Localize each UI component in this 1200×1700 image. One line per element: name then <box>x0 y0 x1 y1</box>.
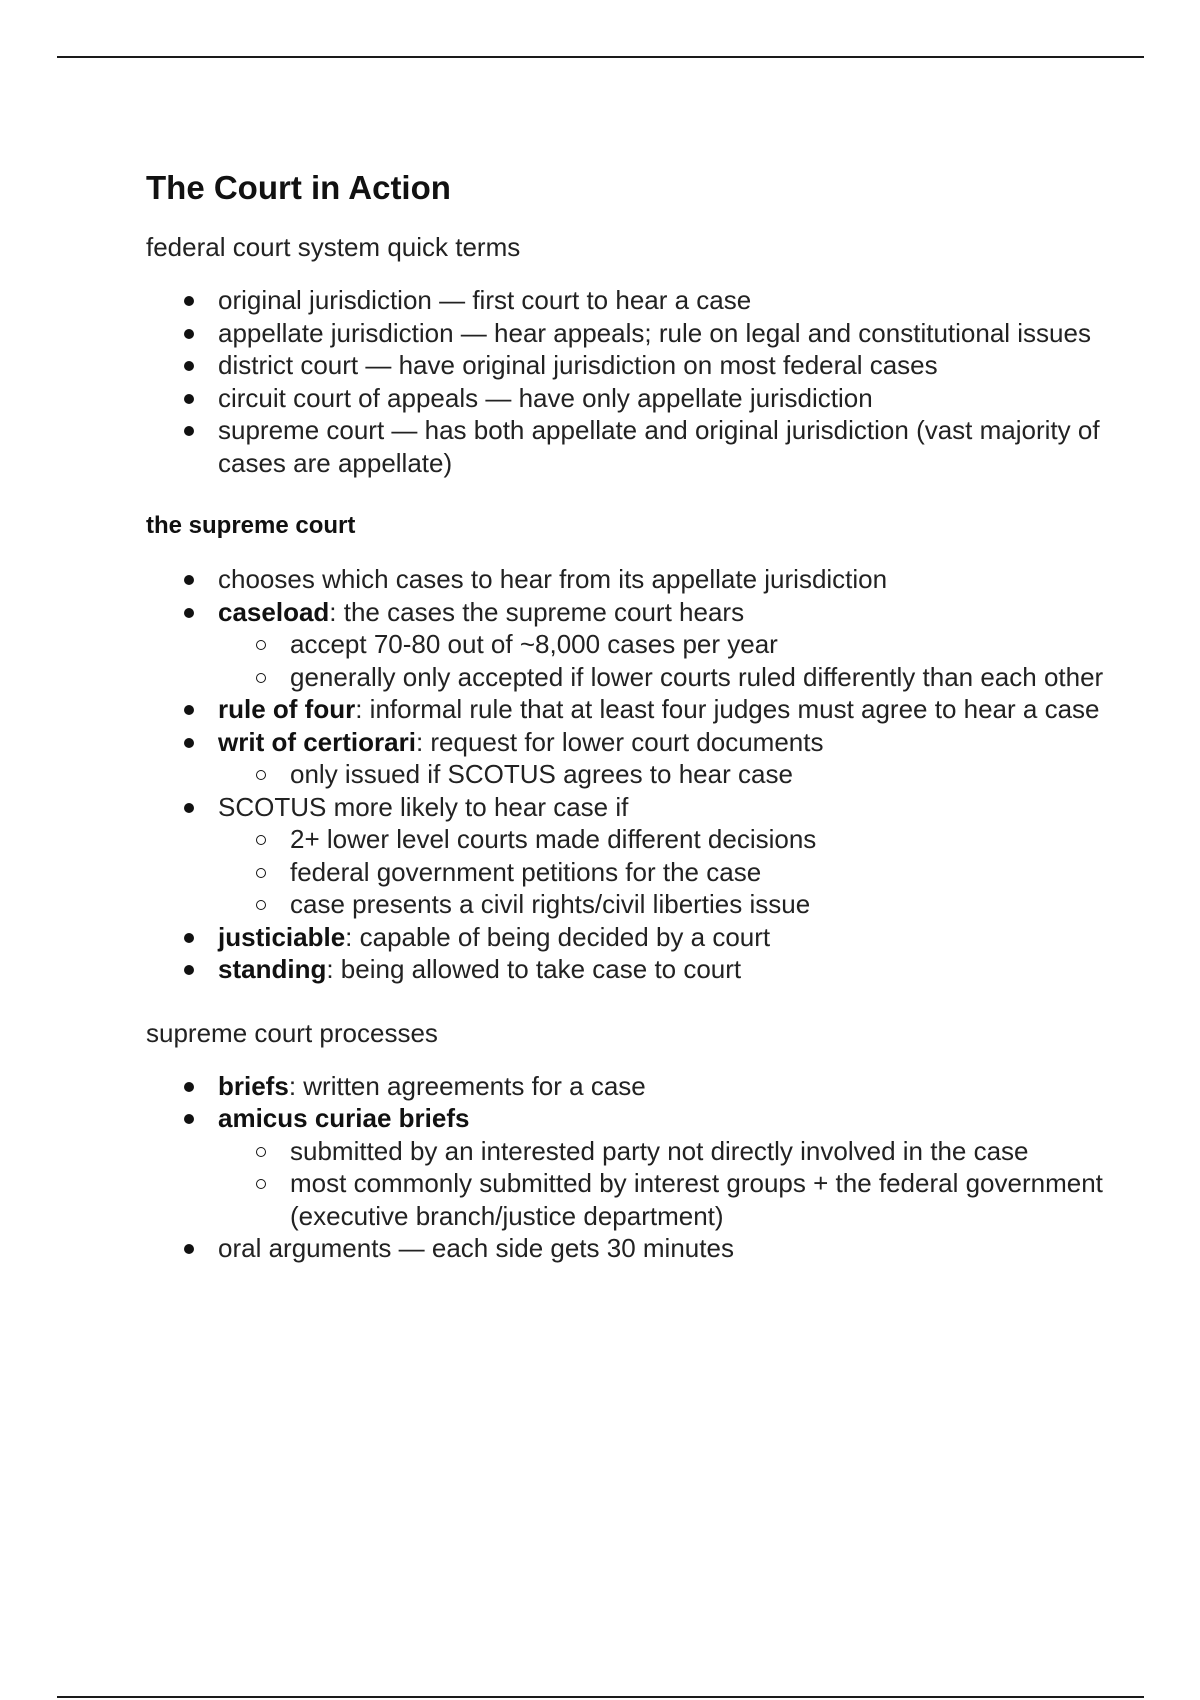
sub-list-item: most commonly submitted by interest groups + the federal government (executive branch/justice department) <box>218 1167 1106 1232</box>
sub-list <box>218 1135 1106 1233</box>
list-item: caseload: the cases the supreme court hears accept 70-80 out of ~8,000 cases per year generally only accepted if lower courts ruled differently than each other <box>146 596 1106 694</box>
document-body <box>146 166 1106 1265</box>
sub-list <box>218 823 1106 921</box>
bullet-icon <box>184 608 194 618</box>
hollow-bullet-icon <box>256 1147 266 1157</box>
bullet-icon <box>184 1114 194 1124</box>
section-heading-supreme-court: the supreme court <box>146 512 356 539</box>
page-title: The Court in Action <box>146 169 451 206</box>
list-item: briefs: written agreements for a case <box>146 1070 1106 1103</box>
quick-terms-list <box>146 284 1106 479</box>
bullet-icon <box>184 738 194 748</box>
processes-list <box>146 1070 1106 1265</box>
list-item: writ of certiorari: request for lower court documents only issued if SCOTUS agrees to hear case <box>146 726 1106 791</box>
sub-list-item: submitted by an interested party not directly involved in the case <box>218 1135 1106 1168</box>
section-heading-processes: supreme court processes <box>146 1017 438 1048</box>
bottom-rule <box>57 1696 1144 1698</box>
supreme-court-list <box>146 563 1106 986</box>
list-item: original jurisdiction — first court to hear a case <box>146 284 1106 317</box>
bullet-icon <box>184 933 194 943</box>
hollow-bullet-icon <box>256 770 266 780</box>
term-caseload: caseload <box>218 596 330 627</box>
term-briefs: briefs <box>218 1070 289 1101</box>
bullet-icon <box>184 803 194 813</box>
sub-list-item: case presents a civil rights/civil liberties issue <box>218 888 1106 921</box>
bullet-icon <box>184 394 194 404</box>
list-item: district court — have original jurisdiction on most federal cases <box>146 349 1106 382</box>
list-item: SCOTUS more likely to hear case if 2+ lower level courts made different decisions federal government petitions for the case case presents a civil rights/civil liberties issue <box>146 791 1106 921</box>
hollow-bullet-icon <box>256 900 266 910</box>
hollow-bullet-icon <box>256 1179 266 1189</box>
list-item: circuit court of appeals — have only appellate jurisdiction <box>146 382 1106 415</box>
sub-list-item: generally only accepted if lower courts ruled differently than each other <box>218 661 1106 694</box>
sub-list <box>218 758 1106 791</box>
bullet-icon <box>184 575 194 585</box>
bullet-icon <box>184 329 194 339</box>
subtitle: federal court system quick terms <box>146 232 521 262</box>
bullet-icon <box>184 705 194 715</box>
bullet-icon <box>184 361 194 371</box>
sub-list <box>218 628 1106 693</box>
sub-list-item: accept 70-80 out of ~8,000 cases per year <box>218 628 1106 661</box>
hollow-bullet-icon <box>256 835 266 845</box>
term-justiciable: justiciable <box>218 921 346 952</box>
bullet-icon <box>184 1244 194 1254</box>
hollow-bullet-icon <box>256 640 266 650</box>
term-amicus-curiae-briefs: amicus curiae briefs <box>218 1103 470 1133</box>
list-item: appellate jurisdiction — hear appeals; rule on legal and constitutional issues <box>146 317 1106 350</box>
list-item: standing: being allowed to take case to court <box>146 953 1106 986</box>
sub-list-item: federal government petitions for the case <box>218 856 1106 889</box>
list-item: oral arguments — each side gets 30 minutes <box>146 1232 1106 1265</box>
term-rule-of-four: rule of four <box>218 694 356 724</box>
top-rule <box>57 56 1144 58</box>
hollow-bullet-icon <box>256 673 266 683</box>
list-item: supreme court — has both appellate and original jurisdiction (vast majority of cases are appellate) <box>146 414 1106 479</box>
sub-list-item: 2+ lower level courts made different decisions <box>218 823 1106 856</box>
bullet-icon <box>184 965 194 975</box>
list-item: justiciable: capable of being decided by a court <box>146 921 1106 954</box>
list-item: rule of four: informal rule that at least four judges must agree to hear a case <box>146 693 1106 726</box>
list-item: chooses which cases to hear from its appellate jurisdiction <box>146 563 1106 596</box>
bullet-icon <box>184 1082 194 1092</box>
sub-list-item: only issued if SCOTUS agrees to hear case <box>218 758 1106 791</box>
term-standing: standing <box>218 954 327 984</box>
bullet-icon <box>184 296 194 306</box>
hollow-bullet-icon <box>256 868 266 878</box>
bullet-icon <box>184 426 194 436</box>
term-writ-of-certiorari: writ of certiorari <box>218 726 416 757</box>
list-item <box>146 1102 1106 1232</box>
